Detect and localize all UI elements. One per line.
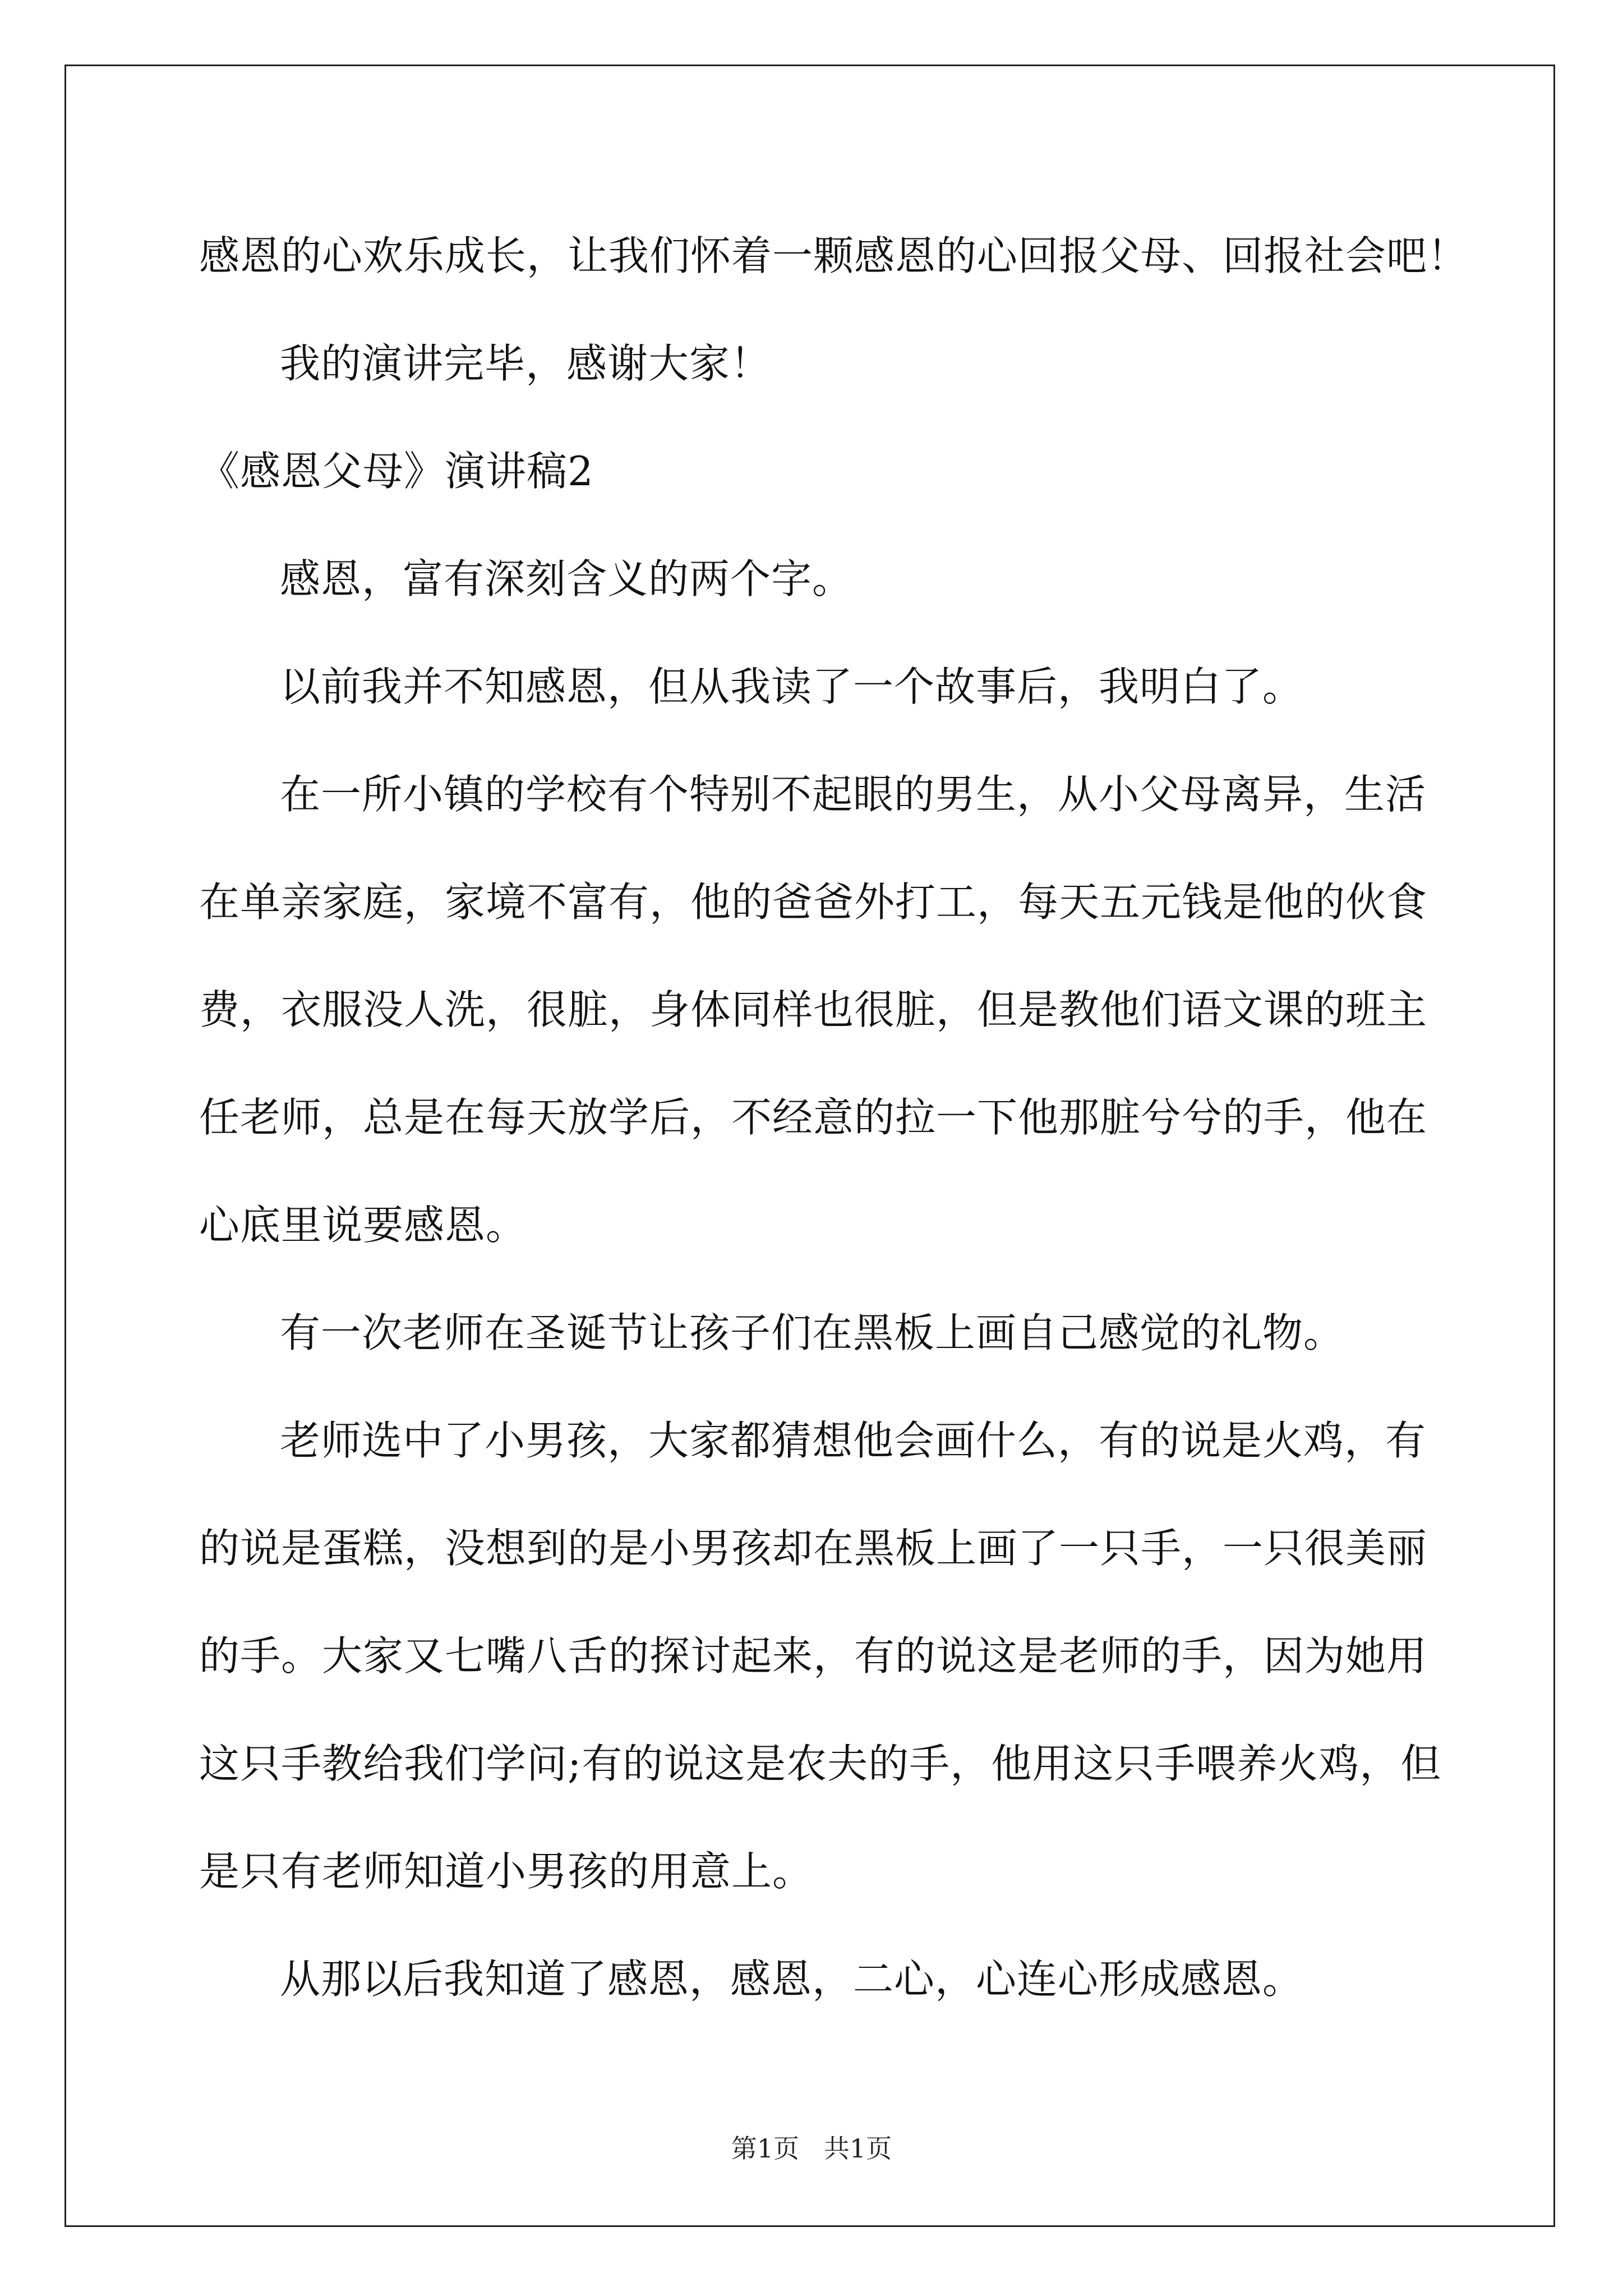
text-line: 的手。大家又七嘴八舌的探讨起来，有的说这是老师的手，因为她用 [199,1632,1428,1680]
text-line: 在一所小镇的学校有个特别不起眼的男生，从小父母离异，生活 [280,771,1427,818]
text-line: 《感恩父母》演讲稿2 [199,448,594,495]
text-line: 感恩的心欢乐成长，让我们怀着一颗感恩的心回报父母、回报社会吧！ [199,232,1469,279]
text-line: 心底里说要感恩。 [199,1202,527,1249]
text-line: 是只有老师知道小男孩的用意上。 [199,1848,814,1895]
text-line: 老师选中了小男孩，大家都猜想他会画什么，有的说是火鸡，有 [280,1417,1427,1464]
document-body [199,202,1469,2033]
text-line: 我的演讲完毕，感谢大家！ [280,340,772,387]
text-line: 感恩，富有深刻含义的两个字。 [280,555,854,602]
text-line: 有一次老师在圣诞节让孩子们在黑板上画自己感觉的礼物。 [280,1309,1345,1356]
text-line: 这只手教给我们学问;有的说这是农夫的手，他用这只手喂养火鸡，但 [199,1740,1442,1787]
text-line: 以前我并不知感恩，但从我读了一个故事后，我明白了。 [280,663,1304,710]
text-line: 在单亲家庭，家境不富有，他的爸爸外打工，每天五元钱是他的伙食 [199,878,1428,926]
text-line: 的说是蛋糕，没想到的是小男孩却在黑板上画了一只手，一只很美丽 [199,1525,1428,1572]
page-footer: 第1页 共1页 [731,2133,892,2164]
text-line: 任老师，总是在每天放学后，不经意的拉一下他那脏兮兮的手，他在 [199,1094,1428,1141]
text-line: 费，衣服没人洗，很脏，身体同样也很脏，但是教他们语文课的班主 [199,986,1428,1033]
text-line: 从那以后我知道了感恩，感恩，二心，心连心形成感恩。 [280,1955,1304,2003]
